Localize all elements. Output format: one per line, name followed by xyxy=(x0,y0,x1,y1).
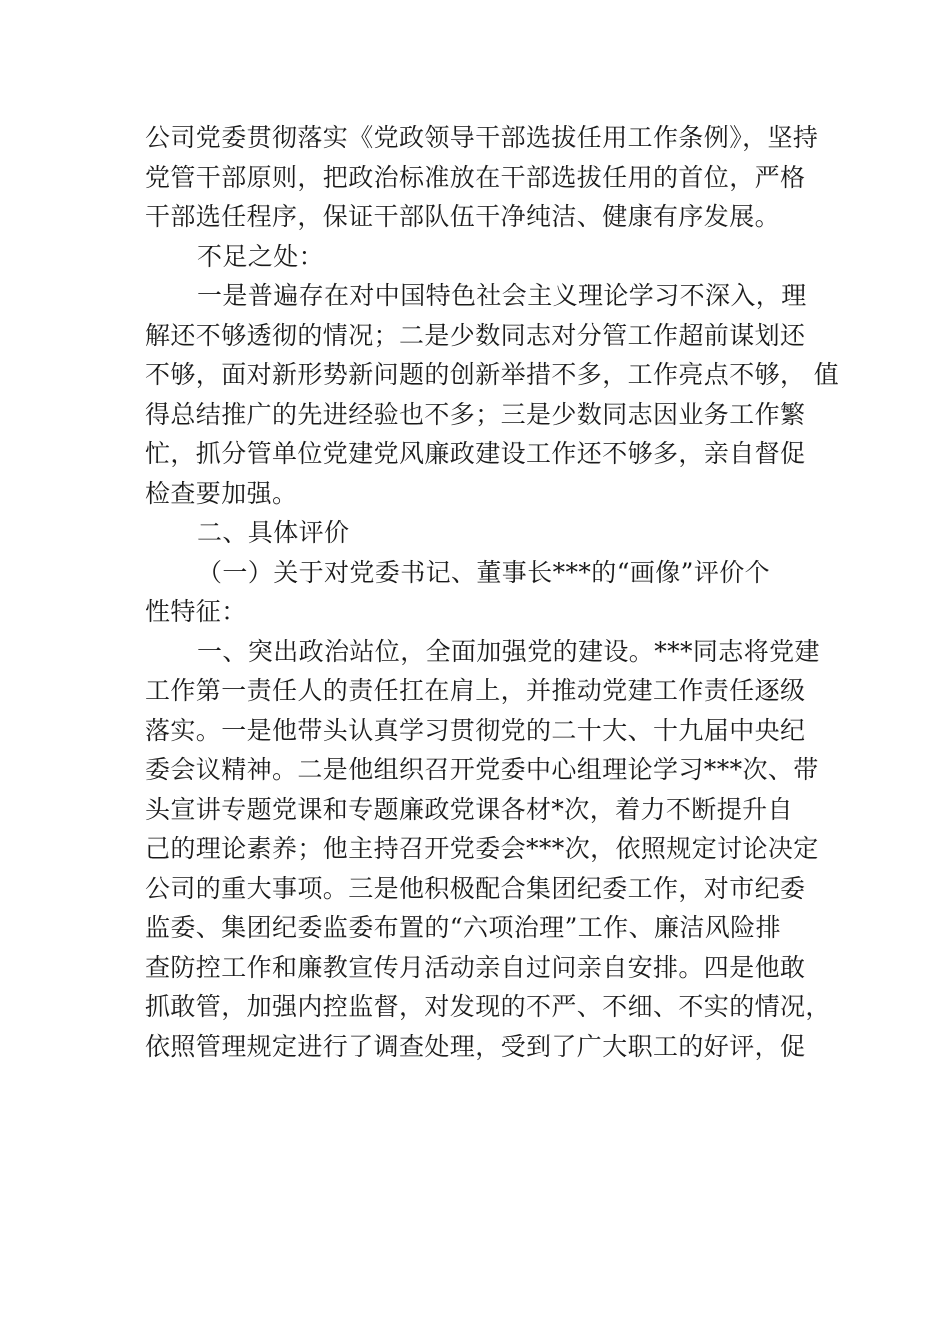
text-line: 公司党委贯彻落实《党政领导干部选拔任用工作条例》，坚持 xyxy=(145,123,819,152)
text-line: 不够，面对新形势新问题的创新举措不多，工作亮点不够， 值 xyxy=(145,360,840,389)
text-line: 党管干部原则，把政治标准放在干部选拔任用的首位，严格 xyxy=(145,162,806,192)
section-heading-shortcomings: 不足之处： xyxy=(197,241,325,271)
text-line: 头宣讲专题党课和专题廉政党课各材*次，着力不断提升自 xyxy=(145,794,793,824)
text-line: 工作第一责任人的责任扛在肩上，并推动党建工作责任逐级 xyxy=(145,676,806,705)
text-line: 忙，抓分管单位党建党风廉政建设工作还不够多，亲自督促 xyxy=(145,439,806,468)
text-line: 得总结推广的先进经验也不多；三是少数同志因业务工作繁 xyxy=(145,399,806,429)
text-line: 己的理论素养；他主持召开党委会***次，依照规定讨论决定 xyxy=(145,834,819,863)
text-line: 抓敢管，加强内控监督，对发现的不严、不细、不实的情况， xyxy=(145,992,831,1021)
text-line: 一、突出政治站位，全面加强党的建设。***同志将党建 xyxy=(197,636,820,666)
text-line: 一是普遍存在对中国特色社会主义理论学习不深入，理 xyxy=(197,281,807,310)
text-line: 性特征： xyxy=(145,597,247,626)
document-body xyxy=(145,118,840,1066)
section-heading-specific-evaluation: 二、具体评价 xyxy=(197,518,350,547)
subsection-heading: （一）关于对党委书记、董事长***的“画像”评价个 xyxy=(197,557,771,587)
text-line: 落实。一是他带头认真学习贯彻党的二十大、十九届中央纪 xyxy=(145,715,806,745)
text-line: 检查要加强。 xyxy=(145,478,298,508)
text-line: 干部选任程序，保证干部队伍干净纯洁、健康有序发展。 xyxy=(145,202,781,231)
text-line: 依照管理规定进行了调查处理，受到了广大职工的好评，促 xyxy=(145,1031,806,1061)
text-line: 监委、集团纪委监委布置的“六项治理”工作、廉洁风险排 xyxy=(145,913,781,942)
text-line: 解还不够透彻的情况；二是少数同志对分管工作超前谋划还 xyxy=(145,320,806,350)
text-line: 查防控工作和廉教宣传月活动亲自过问亲自安排。四是他敢 xyxy=(145,952,806,982)
text-line: 公司的重大事项。三是他积极配合集团纪委工作，对市纪委 xyxy=(145,873,806,903)
text-line: 委会议精神。二是他组织召开党委中心组理论学习***次、带 xyxy=(145,755,819,784)
